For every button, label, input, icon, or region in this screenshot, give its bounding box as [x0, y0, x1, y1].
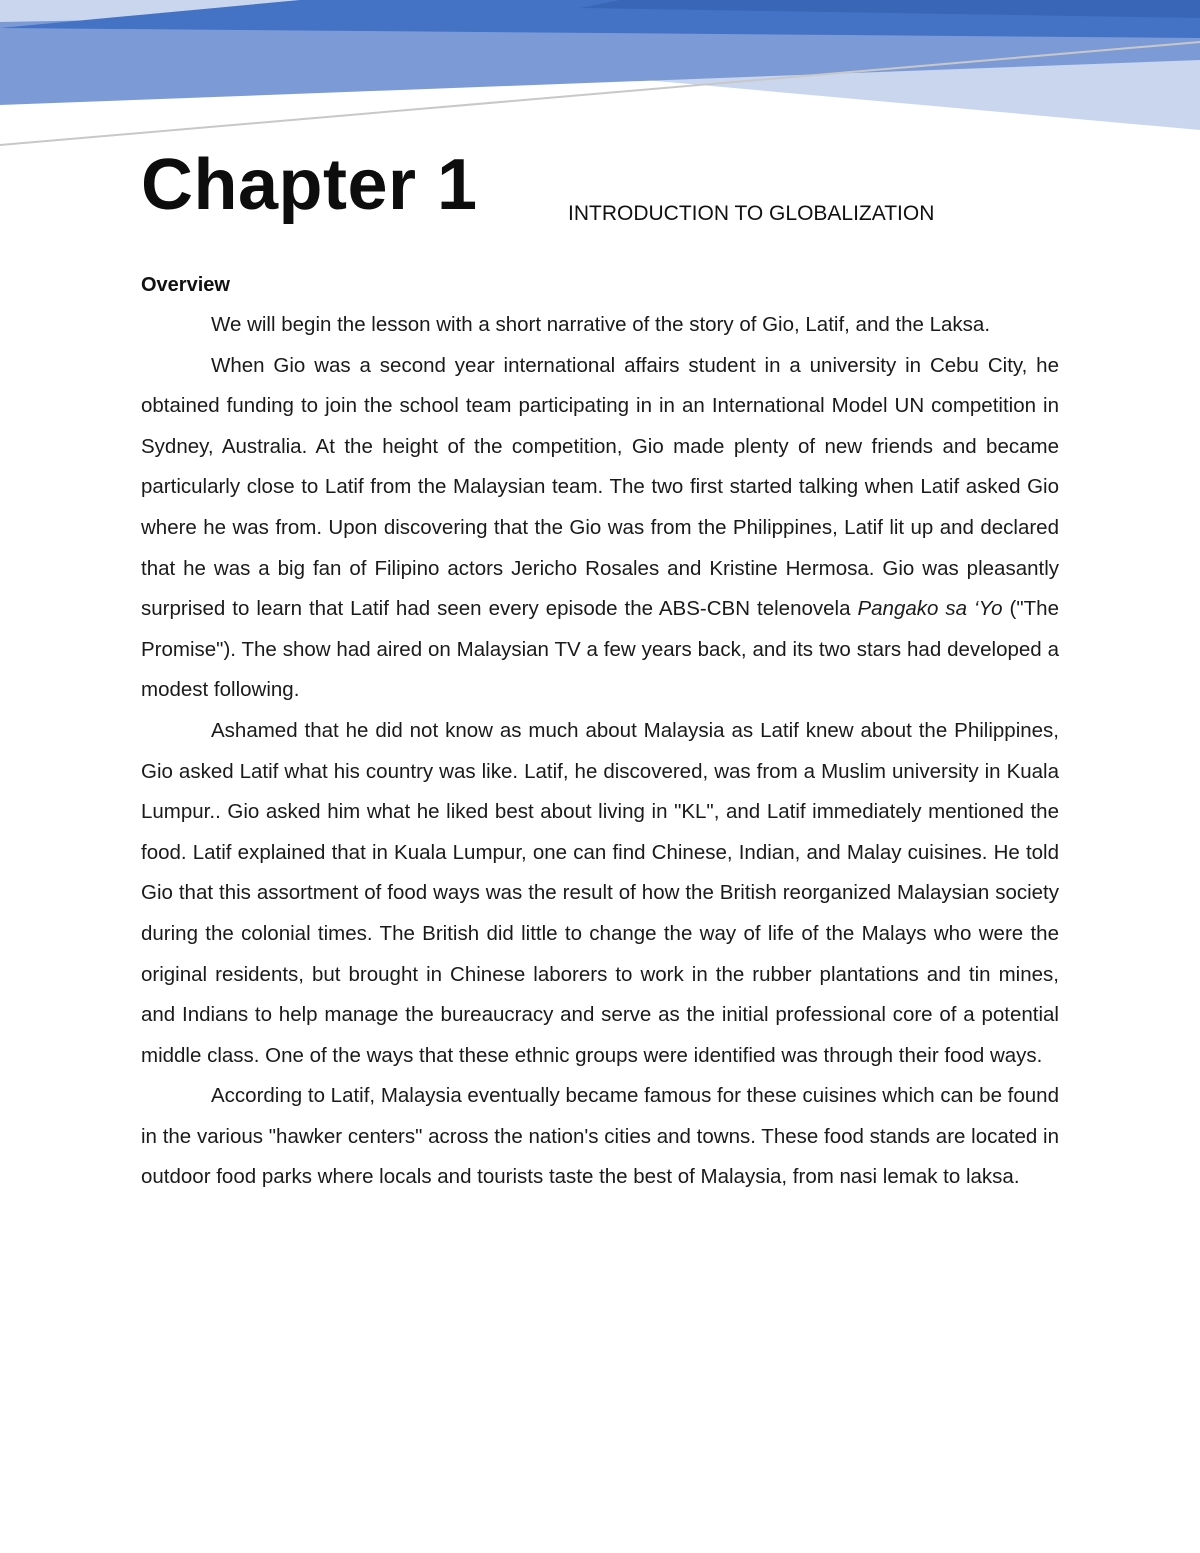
chapter-subtitle: INTRODUCTION TO GLOBALIZATION [568, 202, 935, 225]
overview-paragraph-malaysia: Ashamed that he did not know as much about Malaysia as Latif knew about the Philippines, Gio asked Latif what his country was like. Latif, he discovered, was from a Muslim university in Kuala Lumpur.. Gio asked him what he liked best about living in "KL", and Latif immediately mentioned the food. Latif explained that in Kuala Lumpur, one can find Chinese, Indian, and Malay cuisines. He told Gio that this assortment of food ways was the result of how the British reorganized Malaysian society during the colonial times. The British did little to change the way of life of the Malays who were the original residents, but brought in Chinese laborers to work in the rubber plantations and tin mines, and Indians to help manage the bureaucracy and serve as the initial professional core of a potential middle class. One of the ways that these ethnic groups were identified was through their food ways. [141, 718, 1059, 1067]
overview-paragraph-hawker: According to Latif, Malaysia eventually became famous for these cuisines which can be found in the various "hawker centers" across the nation's cities and towns. These food stands are located in outdoor food parks where locals and tourists taste the best of Malaysia, from nasi lemak to laksa. [141, 1084, 1059, 1189]
overview-heading: Overview [141, 274, 230, 296]
chapter-title: Chapter 1 [141, 145, 478, 225]
overview-paragraph-intro: We will begin the lesson with a short narrative of the story of Gio, Latif, and the Laksa. [211, 313, 991, 336]
overview-section [141, 268, 1059, 1198]
paragraph-text: When Gio was a second year international affairs student in a university in Cebu City, he obtained funding to join the school team participating in in an International Model UN competition in Sydney, Australia. At the height of the competition, Gio made plenty of new friends and became particularly close to Latif from the Malaysian team. The two first started talking when Latif asked Gio where he was from. Upon discovering that the Gio was from the Philippines, Latif lit up and declared that he was a big fan of Filipino actors Jericho Rosales and Kristine Hermosa. Gio was pleasantly surprised to learn that Latif had seen every episode the ABS-CBN telenovela [141, 353, 1059, 621]
overview-paragraph-gio [141, 346, 1059, 711]
header-banner [0, 0, 1200, 160]
telenovela-title: Pangako sa ‘Yo [857, 597, 1003, 621]
paragraph-text-continued: ("The Promise"). The show had aired on Malaysian TV a few years back, and its two stars had developed a modest following. [141, 597, 1059, 702]
